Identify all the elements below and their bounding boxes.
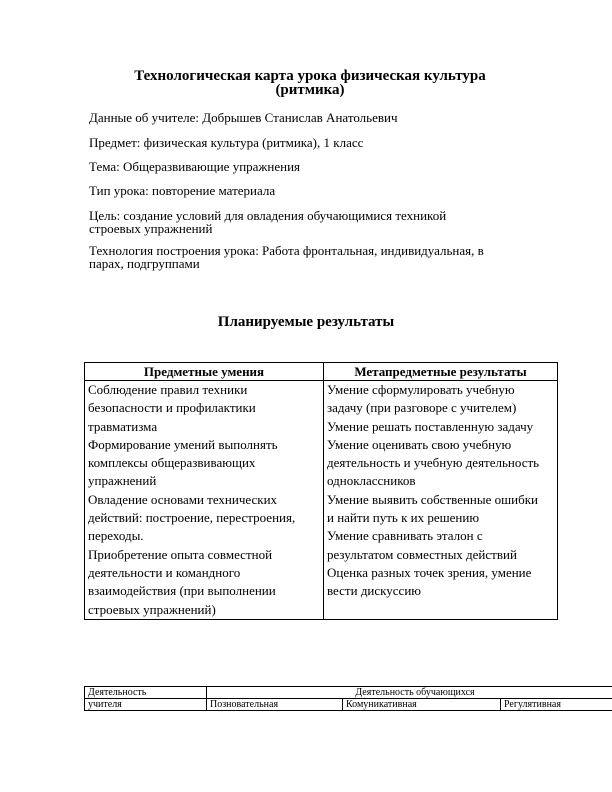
goal-line: Цель: создание условий для овладения обучающимися техникой (89, 208, 447, 223)
cell-line: деятельность и учебную деятельность (327, 455, 540, 471)
cell-line: травматизма (88, 418, 158, 434)
cell-line: Приобретение опыта совместной (88, 546, 273, 562)
cell-line: Соблюдение правил техники (88, 382, 248, 397)
cell-line: действий: построение, перестроения, (88, 510, 296, 526)
tech-line: Технология построения урока: Работа фронтальная, индивидуальная, в (89, 243, 484, 258)
cell-line: Умение выявить собственные ошибки (327, 491, 538, 507)
technology-info (89, 244, 529, 270)
cell-line: строевых упражнений) (88, 601, 216, 617)
cell-line: взаимодействия (при выполнении (88, 583, 276, 599)
cell-line: результатом совместных действий (327, 546, 517, 562)
cell-line: Умение решать поставленную задачу (327, 418, 534, 434)
lesson-type-info: Тип урока: повторение материала (89, 183, 276, 198)
cognitive-column: Позновательная (207, 699, 343, 711)
table-header-row (85, 363, 558, 381)
teacher-activity-header: Деятельность (85, 687, 207, 699)
cell-line: Умение оценивать свою учебную (327, 436, 512, 452)
tech-line: парах, подгруппами (89, 256, 200, 271)
cell-line: переходы. (88, 528, 144, 544)
cell-line: упражнений (88, 473, 157, 489)
cell-line: Умение сравнивать эталон с (327, 528, 483, 544)
topic-info: Тема: Общеразвивающие упражнения (89, 159, 301, 174)
table-row (85, 687, 612, 699)
table-row (85, 699, 612, 711)
regulative-column: Регулятивная (501, 699, 612, 711)
results-heading: Планируемые результаты (217, 314, 395, 330)
cell-line: и найти путь к их решению (327, 510, 480, 526)
goal-info (89, 209, 529, 235)
cell-line: комплексы общеразвивающих (88, 455, 256, 471)
teacher-info: Данные об учителе: Добрышев Станислав Анатольевич (89, 110, 398, 125)
cell-line: Умение сформулировать учебную (327, 382, 515, 397)
activity-table (84, 686, 612, 711)
subject-info: Предмет: физическая культура (ритмика), 1 класс (89, 135, 364, 150)
header-meta-results: Метапредметные результаты (324, 363, 558, 381)
cell-line: Формирование умений выполнять (88, 436, 278, 452)
cell-line: Оценка разных точек зрения, умение (327, 564, 532, 580)
goal-line: строевых упражнений (89, 221, 213, 236)
cell-line: вести дискуссию (327, 583, 421, 599)
document-title (60, 69, 560, 97)
cell-line: Овладение основами технических (88, 491, 278, 507)
title-line: Технологическая карта урока физическая культура (134, 68, 486, 84)
header-subject-skills: Предметные умения (85, 363, 324, 381)
cell-line: безопасности и профилактики (88, 400, 256, 416)
table-row (85, 381, 558, 620)
meta-results-cell (324, 381, 558, 620)
cell-line: одноклассников (327, 473, 416, 489)
title-line: (ритмика) (275, 82, 345, 98)
cell-line: деятельности и командного (88, 564, 241, 580)
students-activity-header: Деятельность обучающихся (207, 687, 612, 699)
communicative-column: Комуникативная (343, 699, 501, 711)
teacher-activity-header-cont: учителя (85, 699, 207, 711)
results-table (84, 362, 558, 620)
cell-line: задачу (при разговоре с учителем) (327, 400, 517, 416)
subject-skills-cell (85, 381, 324, 620)
